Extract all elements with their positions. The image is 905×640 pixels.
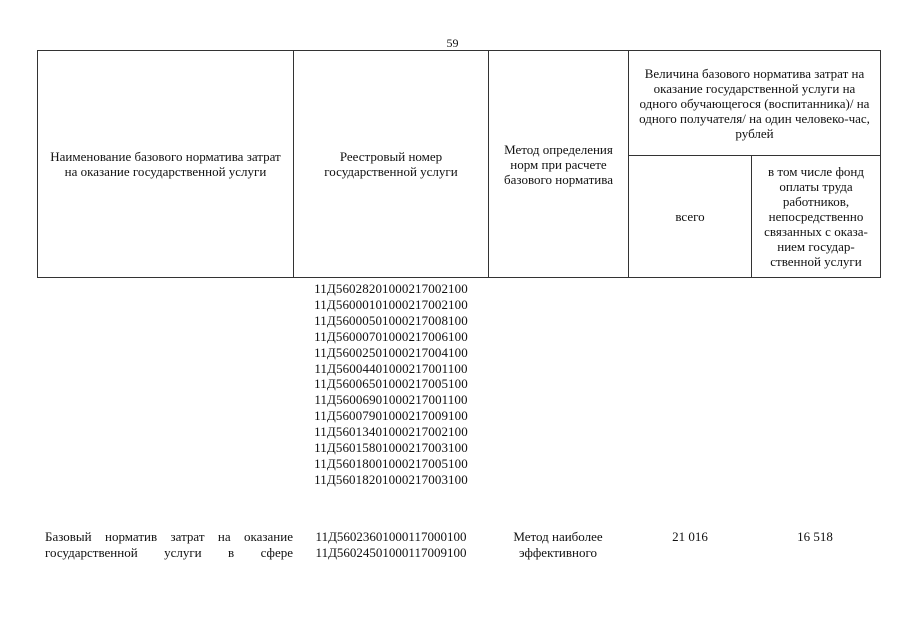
registry-number: 11Д56013401000217002100 xyxy=(314,424,468,440)
row-total-value: 21 016 xyxy=(672,529,708,544)
registry-number: 11Д56015801000217003100 xyxy=(314,440,468,456)
registry-number: 11Д56006901000217001100 xyxy=(314,392,468,408)
registry-number: 11Д56000501000217008100 xyxy=(314,312,468,328)
header-service-name: Наименование базового норматива затрат на оказание государственной услуги xyxy=(50,149,281,179)
header-bottom-border xyxy=(37,277,881,278)
row-service-name-line: Базовый норматив затрат на оказание xyxy=(45,529,293,544)
header-value-group: Величина базового норматива затрат на оказание государственной услуги на одного обучающегося (воспитанника)/ на одного получателя/ на один человеко-час, рублей xyxy=(639,65,870,141)
header-incl-payroll-fund: в том числе фонд оплаты труда работников, непосредственно связанных с оказа-нием государ-ственной услуги xyxy=(764,164,868,269)
table-border-right xyxy=(880,50,881,278)
registry-number: 11Д56007901000217009100 xyxy=(314,408,468,424)
header-total: всего xyxy=(675,209,705,224)
row-registry-numbers xyxy=(295,529,487,560)
registry-number-list xyxy=(295,281,487,488)
registry-number: 11Д56028201000217002100 xyxy=(314,281,468,296)
row-payroll-fund-value: 16 518 xyxy=(797,529,833,544)
registry-number: 11Д56006501000217005100 xyxy=(314,376,468,392)
registry-number: 11Д56004401000217001100 xyxy=(314,360,468,376)
registry-number: 11Д56018201000217003100 xyxy=(314,471,468,487)
page-number: 59 xyxy=(446,36,459,50)
row-service-name xyxy=(45,529,293,560)
row-method xyxy=(490,529,626,560)
row-service-name-line: государственной услуги в сфере xyxy=(45,544,293,560)
header-method: Метод определения норм при расчете базового норматива xyxy=(504,141,613,187)
registry-number: 11Д56000101000217002100 xyxy=(314,296,468,312)
registry-number: 11Д56000701000217006100 xyxy=(314,328,468,344)
registry-number: 11Д56023601000117000100 xyxy=(315,529,467,544)
registry-number: 11Д56018001000217005100 xyxy=(314,455,468,471)
row-method-line: эффективного xyxy=(519,544,597,560)
registry-number: 11Д56002501000217004100 xyxy=(314,344,468,360)
row-method-line: Метод наиболее xyxy=(513,529,603,544)
header-registry-number: Реестровый номер государственной услуги xyxy=(324,149,458,179)
registry-number: 11Д56024501000117009100 xyxy=(315,544,467,560)
